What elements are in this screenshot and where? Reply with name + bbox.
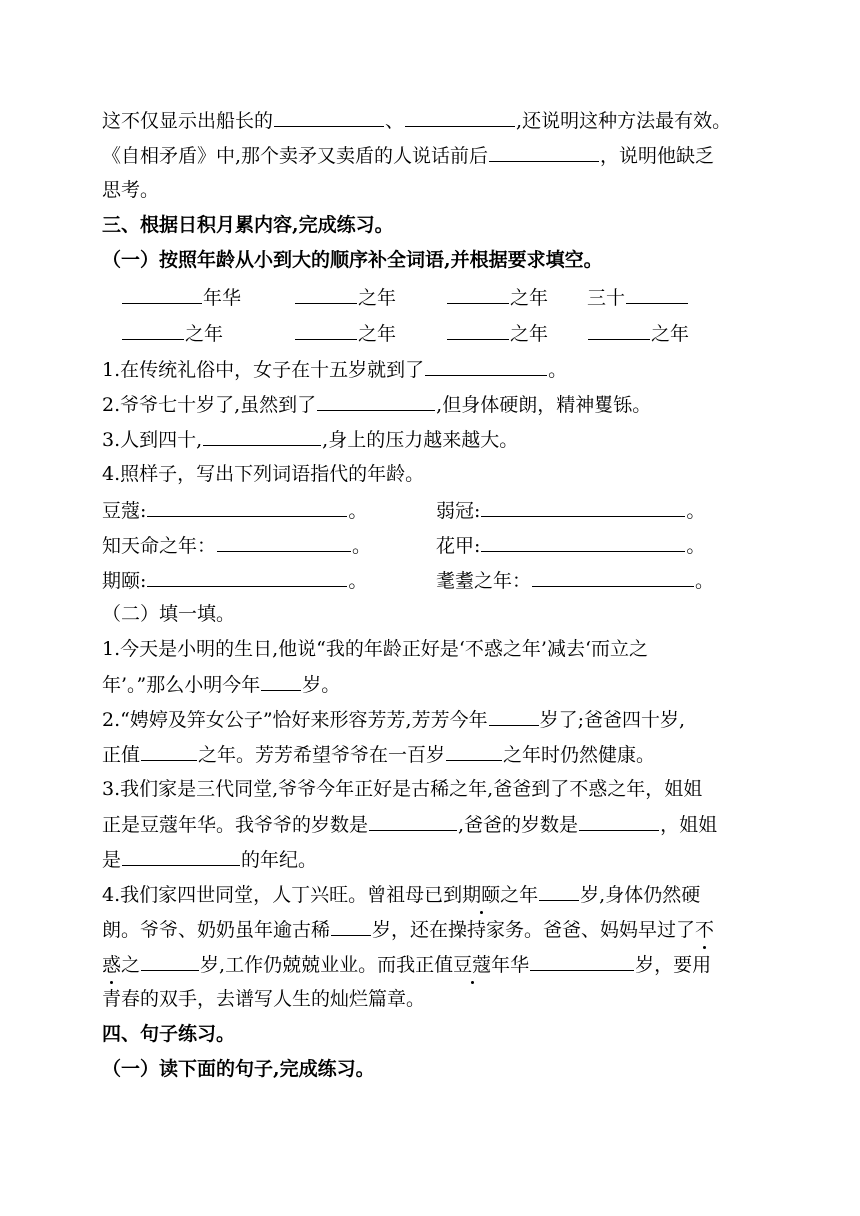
age-grid-cell (294, 283, 396, 312)
text: 。 (348, 570, 368, 592)
text: 。 (352, 535, 372, 557)
answer-blank[interactable] (481, 496, 685, 517)
answer-blank[interactable] (317, 390, 435, 411)
answer-blank[interactable] (489, 141, 599, 162)
answer-blank[interactable] (532, 566, 694, 587)
paragraph-line (102, 670, 340, 699)
text: 正是豆蔻年华。我爷爷的岁数是 (102, 814, 369, 836)
answer-blank[interactable] (261, 670, 301, 691)
answer-blank[interactable] (274, 106, 384, 127)
text: 。 (348, 500, 368, 522)
text: 《自相矛盾》中,那个卖矛又卖盾的人说话前后 (102, 145, 489, 167)
answer-blank[interactable] (295, 283, 357, 304)
text: 是 (102, 849, 122, 871)
text: 年华 (491, 954, 530, 976)
text: 花甲: (436, 535, 481, 557)
text: 正值 (102, 744, 141, 766)
answer-blank[interactable] (203, 425, 321, 446)
age-term-item (102, 531, 371, 560)
text: 1.在传统礼俗中，女子在十五岁就到了 (102, 359, 425, 381)
subsection-two-title: （二）填一填。 (102, 603, 236, 625)
text: 之年 (500, 884, 539, 906)
text: 岁,身体仍然硬 (580, 884, 701, 906)
section-three-title: 三、根据日积月累内容,完成练习。 (102, 214, 394, 236)
answer-blank[interactable] (147, 566, 347, 587)
subsection-one-title: （一）按照年龄从小到大的顺序补全词语,并根据要求填空。 (102, 249, 603, 271)
text: 之 (121, 954, 141, 976)
text: 之年 (651, 323, 690, 345)
answer-blank[interactable] (579, 810, 659, 831)
text: 岁，还在操持家务。爸爸、妈妈早过了 (372, 919, 696, 941)
answer-blank[interactable] (122, 283, 202, 304)
paragraph-line: 1.今天是小明的生日,他说“我的年龄正好是‘不惑之年’减去‘而立之 (102, 638, 649, 660)
answer-blank[interactable] (446, 740, 502, 761)
answer-blank[interactable] (530, 950, 634, 971)
answer-blank[interactable] (295, 319, 357, 340)
emphasis-text: 不 (695, 916, 714, 944)
text-line (102, 106, 731, 135)
text: ,但身体硬朗，精神矍铄。 (436, 394, 652, 416)
question-line (102, 390, 651, 419)
text: 岁了;爸爸四十岁, (539, 709, 686, 731)
text: 之年。芳芳希望爷爷在一百岁 (198, 744, 446, 766)
age-term-item (436, 531, 705, 560)
text: 2.爷爷七十岁了,虽然到了 (102, 394, 317, 416)
text: 2.“娉婷及笄女公子”恰好来形容芳芳,芳芳今年 (102, 709, 488, 731)
answer-blank[interactable] (588, 319, 650, 340)
text: 。 (548, 359, 568, 381)
text: 这不仅显示出船长的 (102, 110, 274, 132)
emphasis-text: 惑 (102, 951, 121, 979)
text: 年’。”那么小明今年 (102, 674, 261, 696)
paragraph-line (102, 740, 655, 769)
text: 3.人到四十, (102, 429, 203, 451)
text-line (102, 141, 714, 170)
paragraph-line (102, 915, 714, 944)
age-term-item (436, 496, 705, 525)
answer-blank[interactable] (425, 355, 547, 376)
answer-blank[interactable] (369, 810, 457, 831)
age-grid-cell (294, 319, 396, 348)
section-four-subtitle: （一）读下面的句子,完成练习。 (102, 1058, 375, 1080)
text: ,爸爸的岁数是 (458, 814, 579, 836)
question-line (102, 425, 518, 454)
paragraph-line (102, 950, 711, 979)
text: 三十 (587, 287, 626, 309)
paragraph-line (102, 845, 317, 874)
question-line (102, 355, 567, 384)
answer-blank[interactable] (217, 531, 351, 552)
answer-blank[interactable] (539, 880, 579, 901)
age-grid-cell (121, 319, 223, 348)
paragraph-line: 3.我们家是三代同堂,爷爷今年正好是古稀之年,爸爸到了不惑之年，姐姐 (102, 778, 703, 800)
answer-blank[interactable] (481, 531, 685, 552)
answer-blank[interactable] (405, 106, 515, 127)
text: 。 (686, 500, 706, 522)
text: 豆蔻: (102, 500, 147, 522)
answer-blank[interactable] (122, 319, 184, 340)
answer-blank[interactable] (626, 283, 688, 304)
age-grid-cell (121, 283, 241, 312)
text: 之年 (185, 323, 224, 345)
text: 知天命之年： (102, 535, 217, 557)
age-grid-cell (587, 319, 689, 348)
text: 的年纪。 (241, 849, 318, 871)
text: 弱冠: (436, 500, 481, 522)
answer-blank[interactable] (447, 319, 509, 340)
text: 耄耋之年： (436, 570, 532, 592)
text: 朗。爷爷、奶奶虽年逾古稀 (102, 919, 331, 941)
text: ,身上的压力越来越大。 (322, 429, 519, 451)
text: ，姐姐 (660, 814, 718, 836)
text: 岁,工作仍兢兢业业。而我正值 (200, 954, 454, 976)
paragraph-line (102, 880, 700, 909)
answer-blank[interactable] (147, 496, 347, 517)
age-grid-cell (446, 283, 548, 312)
age-term-item (102, 566, 367, 595)
text: 之年 (510, 323, 549, 345)
text: 之年 (358, 287, 397, 309)
emphasis-text: 期颐 (462, 881, 500, 909)
paragraph-line (102, 705, 685, 734)
age-grid-cell (587, 283, 689, 312)
answer-blank[interactable] (489, 705, 539, 726)
text: 。 (695, 570, 715, 592)
age-term-item (436, 566, 714, 595)
text: 期颐: (102, 570, 147, 592)
text: 年华 (203, 287, 242, 309)
section-four-title: 四、句子练习。 (102, 1023, 236, 1045)
text: 之年时仍然健康。 (503, 744, 656, 766)
answer-blank[interactable] (447, 283, 509, 304)
text: 岁。 (302, 674, 341, 696)
paragraph-line: 青春的双手，去谱写人生的灿烂篇章。 (102, 988, 426, 1010)
text: 岁，要用 (635, 954, 712, 976)
text-line: 思考。 (102, 179, 160, 201)
answer-blank[interactable] (122, 845, 240, 866)
answer-blank[interactable] (141, 950, 199, 971)
text: ，说明他缺乏 (600, 145, 715, 167)
answer-blank[interactable] (331, 915, 371, 936)
paragraph-line (102, 810, 717, 839)
text: 之年 (510, 287, 549, 309)
question-line: 4.照样子，写出下列词语指代的年龄。 (102, 463, 425, 485)
age-grid-cell (446, 319, 548, 348)
age-term-item (102, 496, 367, 525)
answer-blank[interactable] (141, 740, 197, 761)
text: 、 (385, 110, 405, 132)
emphasis-text: 豆蔻 (453, 951, 491, 979)
text: 之年 (358, 323, 397, 345)
text: 。 (686, 535, 706, 557)
text: ,还说明这种方法最有效。 (516, 110, 732, 132)
text: 4.我们家四世同堂，人丁兴旺。曾祖母已到 (102, 884, 463, 906)
